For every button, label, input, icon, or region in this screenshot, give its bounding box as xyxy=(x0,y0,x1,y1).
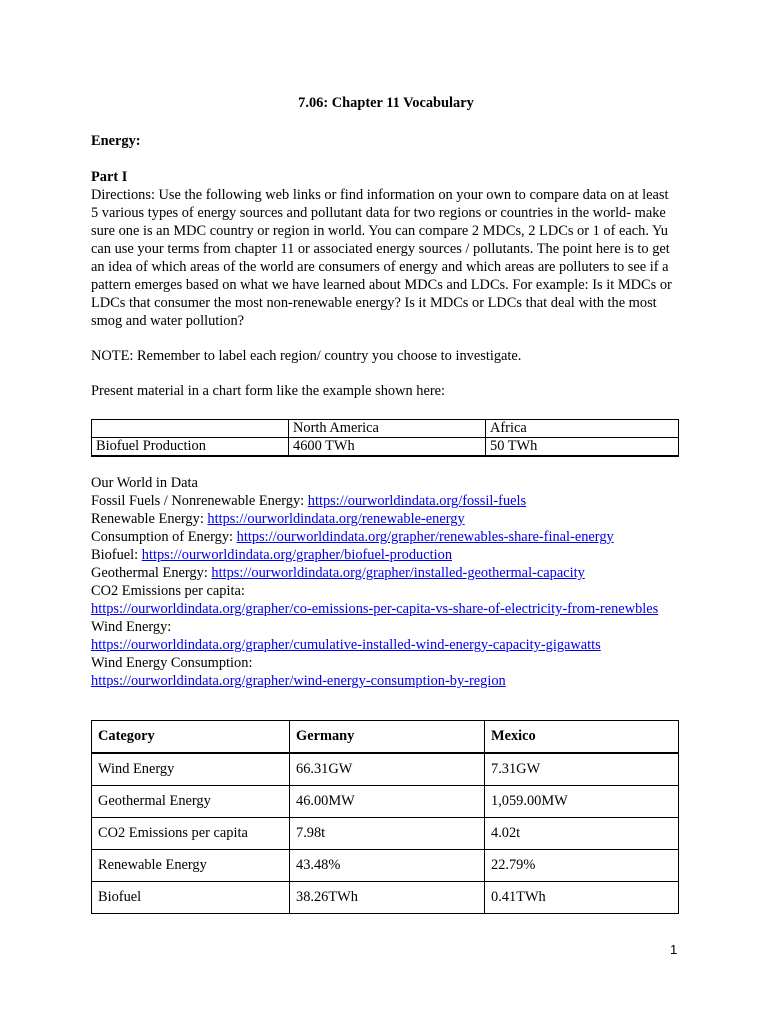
table-cell: 4.02t xyxy=(485,818,679,850)
table-cell: 1,059.00MW xyxy=(485,786,679,818)
table-row xyxy=(92,438,679,457)
link-label-co2: CO2 Emissions per capita: xyxy=(91,583,245,599)
geothermal-link[interactable]: https://ourworldindata.org/grapher/installed-geothermal-capacity xyxy=(211,565,585,581)
table-cell: Africa xyxy=(486,420,679,438)
list-item xyxy=(91,546,681,564)
table-row xyxy=(92,882,679,914)
table-cell: 7.31GW xyxy=(485,753,679,786)
table-cell: Biofuel Production xyxy=(92,438,289,457)
wind-consumption-link[interactable]: https://ourworldindata.org/grapher/wind-energy-consumption-by-region xyxy=(91,673,506,689)
wind-energy-link[interactable]: https://ourworldindata.org/grapher/cumulative-installed-wind-energy-capacity-gigawatts xyxy=(91,637,601,653)
links-list xyxy=(91,474,681,690)
table-cell: 66.31GW xyxy=(290,753,485,786)
table-cell: CO2 Emissions per capita xyxy=(92,818,290,850)
list-item xyxy=(91,636,681,654)
link-label-consumption: Consumption of Energy: xyxy=(91,529,237,545)
table-cell: 46.00MW xyxy=(290,786,485,818)
table-row xyxy=(92,850,679,882)
table-header-row xyxy=(92,721,679,754)
link-label-geothermal: Geothermal Energy: xyxy=(91,565,212,581)
comparison-table xyxy=(91,720,679,914)
table-cell: 7.98t xyxy=(290,818,485,850)
column-header: Category xyxy=(92,721,290,754)
biofuel-link[interactable]: https://ourworldindata.org/grapher/biofuel-production xyxy=(141,547,453,563)
table-cell: Wind Energy xyxy=(92,753,290,786)
directions-paragraph: Directions: Use the following web links or find information on your own to compare data on at least 5 various types of energy sources and pollutant data for two regions or countries in the world- make sure one is an MDC country or region in world. You can compare 2 MDCs, 2 LDCs or 1 of each. Yu can use your terms from chapter 11 or associated energy sources / pollutants. The point here is to get an idea of which areas of the world are consumers of energy and which areas are polluters to see if a pattern emerges based on what we have learned about MDCs and LDCs. For example: Is it MDCs or LDCs that consumer the most non-renewable energy? Is it MDCs or LDCs that deal with the most smog and water pollution? xyxy=(91,187,672,329)
table-row xyxy=(92,786,679,818)
list-item xyxy=(91,492,681,510)
table-cell: North America xyxy=(289,420,486,438)
table-cell: Geothermal Energy xyxy=(92,786,290,818)
list-item xyxy=(91,672,681,690)
table-row xyxy=(92,818,679,850)
document-page xyxy=(91,94,681,690)
present-paragraph: Present material in a chart form like the example shown here: xyxy=(91,383,446,399)
renewable-energy-link[interactable]: https://ourworldindata.org/renewable-energy xyxy=(207,511,465,527)
link-label-fossil: Fossil Fuels / Nonrenewable Energy: xyxy=(91,493,308,509)
table-row xyxy=(92,420,679,438)
table-cell: 38.26TWh xyxy=(290,882,485,914)
table-cell: 0.41TWh xyxy=(485,882,679,914)
table-cell: 22.79% xyxy=(485,850,679,882)
links-intro: Our World in Data xyxy=(91,475,198,491)
table-cell: Renewable Energy xyxy=(92,850,290,882)
table-cell: 43.48% xyxy=(290,850,485,882)
sample-table xyxy=(91,419,679,457)
column-header: Germany xyxy=(290,721,485,754)
fossil-fuels-link[interactable]: https://ourworldindata.org/fossil-fuels xyxy=(307,493,527,509)
section-heading-energy: Energy: xyxy=(91,133,141,149)
table-cell: 4600 TWh xyxy=(289,438,486,457)
table-cell xyxy=(92,420,289,438)
part-heading: Part I xyxy=(91,169,128,185)
list-item xyxy=(91,564,681,582)
table-cell: Biofuel xyxy=(92,882,290,914)
link-label-renewable: Renewable Energy: xyxy=(91,511,208,527)
column-header: Mexico xyxy=(485,721,679,754)
energy-consumption-link[interactable]: https://ourworldindata.org/grapher/renewables-share-final-energy xyxy=(236,529,614,545)
link-label-biofuel: Biofuel: xyxy=(91,547,142,563)
link-label-wind-consumption: Wind Energy Consumption: xyxy=(91,655,253,671)
list-item xyxy=(91,600,676,618)
list-item xyxy=(91,528,681,546)
table-row xyxy=(92,753,679,786)
link-label-wind: Wind Energy: xyxy=(91,619,172,635)
list-item xyxy=(91,510,681,528)
page-number: 1 xyxy=(670,942,678,957)
co2-emissions-link[interactable]: https://ourworldindata.org/grapher/co-emissions-per-capita-vs-share-of-electricity-from-renewbles xyxy=(91,601,659,617)
document-title: 7.06: Chapter 11 Vocabulary xyxy=(298,95,474,111)
note-paragraph: NOTE: Remember to label each region/ country you choose to investigate. xyxy=(91,348,522,364)
table-cell: 50 TWh xyxy=(486,438,679,457)
